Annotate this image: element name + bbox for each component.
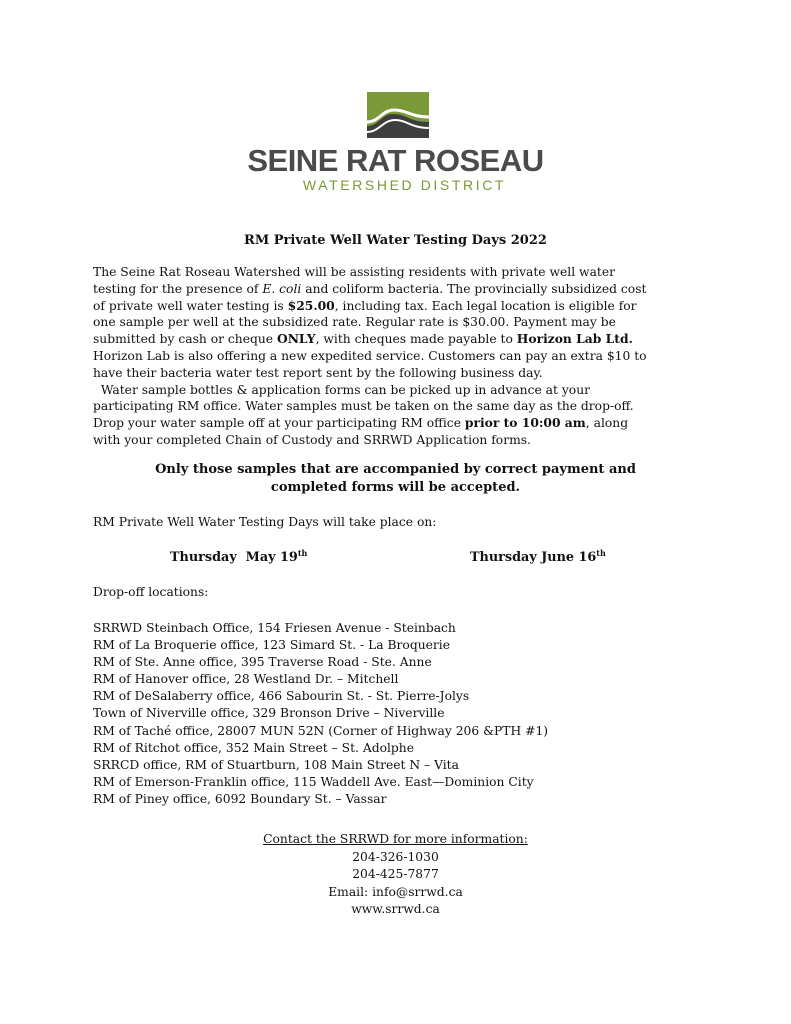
paragraph-line: participating RM office. Water samples must be taken on the same day as the drop-off. <box>93 399 634 414</box>
paragraph-line: The Seine Rat Roseau Watershed will be assisting residents with private well water <box>93 265 616 279</box>
logo-subtitle: WATERSHED DISTRICT <box>302 177 507 193</box>
location-item: RM of Hanover office, 28 Westland Dr. – Mitchell <box>93 672 399 687</box>
location-item: RM of Ste. Anne office, 395 Traverse Road - Ste. Anne <box>93 655 432 670</box>
body-paragraph <box>93 264 718 449</box>
location-item: SRRWD Steinbach Office, 154 Friesen Avenue - Steinbach <box>93 621 456 635</box>
location-item: RM of Emerson-Franklin office, 115 Waddell Ave. East—Dominion City <box>93 774 534 789</box>
notice-line: completed forms will be accepted. <box>270 480 521 495</box>
location-item: SRRCD office, RM of Stuartburn, 108 Main Street N – Vita <box>93 757 459 772</box>
location-item: RM of Ritchot office, 352 Main Street – St. Adolphe <box>93 740 414 755</box>
paragraph-line: of private well water testing is $25.00, including tax. Each legal location is eligible for <box>93 297 637 313</box>
watershed-logo-icon <box>367 92 429 138</box>
email-address: Email: info@srrwd.ca <box>328 884 463 899</box>
drop-off-label: Drop-off locations: <box>93 585 209 599</box>
paragraph-line: have their bacteria water test report sent by the following business day. <box>93 365 543 380</box>
location-item: Town of Niverville office, 329 Bronson Drive – Niverville <box>93 706 445 721</box>
paragraph-line: with your completed Chain of Custody and SRRWD Application forms. <box>93 432 531 447</box>
contact-heading: Contact the SRRWD for more information: <box>263 832 528 846</box>
location-item: RM of Taché office, 28007 MUN 52N (Corner of Highway 206 &PTH #1) <box>93 723 549 738</box>
acceptance-notice <box>0 461 791 497</box>
only-bold: ONLY <box>276 331 316 347</box>
phone-number: 204-326-1030 <box>352 849 439 864</box>
testing-date-june: Thursday June 16th <box>470 548 606 565</box>
paragraph-line: Drop your water sample off at your participating RM office prior to 10:00 am, along <box>93 415 629 431</box>
testing-days-intro: RM Private Well Water Testing Days will take place on: <box>93 515 437 529</box>
logo <box>0 92 791 202</box>
paragraph-line: Water sample bottles & application forms can be picked up in advance at your <box>93 382 591 397</box>
location-list <box>93 620 548 808</box>
location-item: RM of Piney office, 6092 Boundary St. – Vassar <box>93 791 387 806</box>
phone-number: 204-425-7877 <box>352 867 439 882</box>
testing-date-may: Thursday May 19th <box>170 548 308 565</box>
location-item: RM of La Broquerie office, 123 Simard St. - La Broquerie <box>93 638 450 653</box>
location-item: RM of DeSalaberry office, 466 Sabourin St. - St. Pierre-Jolys <box>93 689 470 704</box>
paragraph-line: one sample per well at the subsidized rate. Regular rate is $30.00. Payment may be <box>93 315 616 330</box>
notice-line: Only those samples that are accompanied by correct payment and <box>155 462 636 477</box>
deadline-bold: prior to 10:00 am <box>464 415 586 431</box>
ecoli-italic: E. coli <box>262 281 302 296</box>
horizon-lab-bold: Horizon Lab Ltd. <box>516 331 633 347</box>
paragraph-line: submitted by cash or cheque ONLY, with cheques made payable to Horizon Lab Ltd. <box>93 331 633 347</box>
logo-title: SEINE RAT ROSEAU <box>247 143 544 178</box>
paragraph-line: testing for the presence of E. coli and coliform bacteria. The provincially subsidized cost <box>93 281 647 296</box>
document-title: RM Private Well Water Testing Days 2022 <box>244 233 547 248</box>
website: www.srrwd.ca <box>351 902 440 917</box>
contact-block <box>0 831 791 919</box>
paragraph-line: Horizon Lab is also offering a new expedited service. Customers can pay an extra $10 to <box>93 348 647 363</box>
subsidized-price: $25.00 <box>287 297 335 313</box>
